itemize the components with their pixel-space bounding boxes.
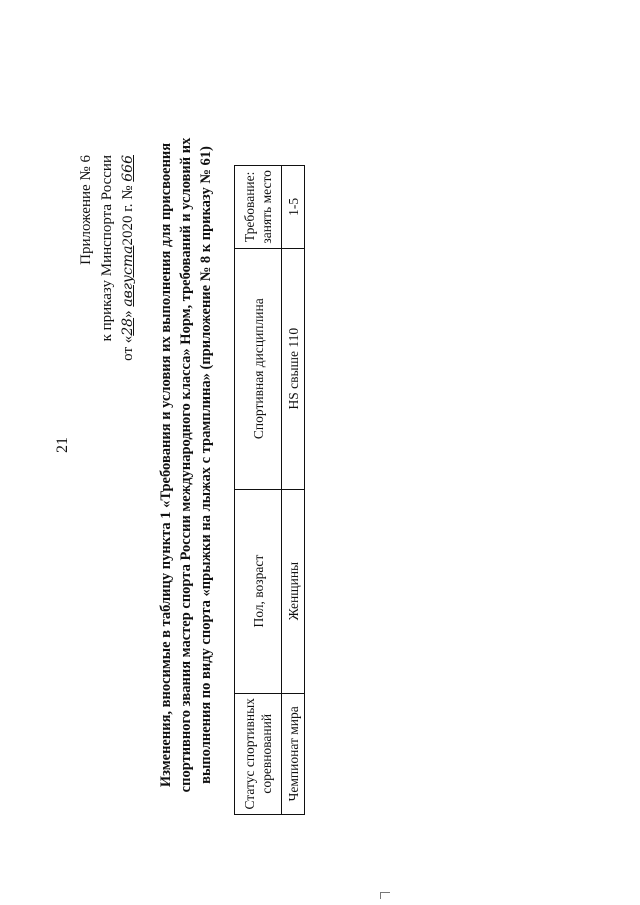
date-prefix: от «: [120, 335, 136, 361]
scan-artifact: [380, 892, 390, 899]
cell-competition-status: Чемпионат мира: [282, 693, 305, 814]
header-competition-status: Статус спортивных соревнований: [235, 693, 282, 814]
date-mid: »: [120, 310, 136, 318]
rotated-content: [20, 25, 340, 885]
date-month-handwritten: августа: [120, 245, 136, 307]
header-discipline: Спортивная дисциплина: [235, 248, 282, 489]
table-header-row: [235, 166, 282, 815]
header-sex-age: Пол, возраст: [235, 489, 282, 693]
table-row: [282, 166, 305, 815]
cell-discipline: HS свыше 110: [282, 248, 305, 489]
requirements-table: [234, 165, 305, 815]
appendix-block: [76, 155, 139, 361]
document-heading: [156, 115, 216, 815]
page-number: 21: [54, 437, 71, 453]
date-year: 2020 г. №: [120, 185, 136, 246]
heading-line-1: Изменения, вносимые в таблицу пункта 1 «Требования и условия их выполнения для присвоения: [158, 142, 174, 788]
appendix-title: Приложение № 6: [78, 155, 94, 265]
appendix-date-line: [118, 155, 139, 361]
cell-sex-age: Женщины: [282, 489, 305, 693]
cell-requirement: 1-5: [282, 166, 305, 249]
header-requirement: Требование: занять место: [235, 166, 282, 249]
heading-line-2: спортивного звания мастер спорта России международного класса» Норм, требований и условий их: [178, 137, 194, 793]
appendix-order-ref: к приказу Минспорта России: [99, 155, 115, 342]
date-day-handwritten: 28: [120, 317, 136, 336]
order-number-handwritten: 666: [120, 155, 136, 182]
heading-line-3: выполнения по виду спорта «прыжки на лыжах с трамплина» (приложение № 8 к приказу № 61): [198, 146, 214, 784]
